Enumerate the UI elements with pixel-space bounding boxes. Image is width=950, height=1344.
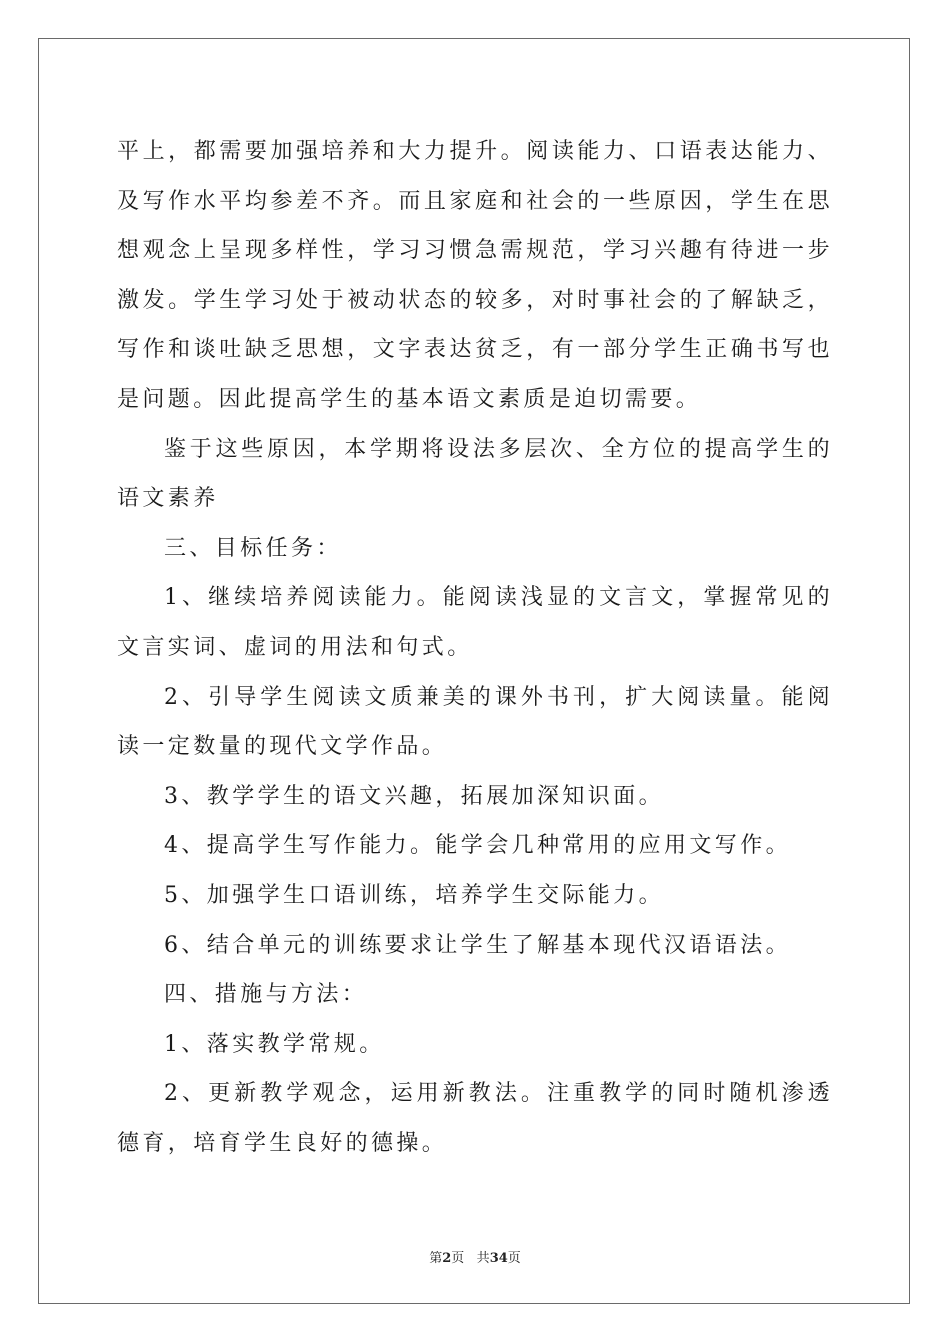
footer-total-prefix: 共: [476, 1251, 490, 1266]
section-heading-3: 三、目标任务：: [164, 535, 342, 561]
list-item-goal-2: 2、引导学生阅读文质兼美的课外书刊，扩大阅读量。能阅读一定数量的现代文学作品。: [117, 684, 833, 760]
footer-prefix: 第: [429, 1251, 443, 1266]
list-item-goal-4: 4、提高学生写作能力。能学会几种常用的应用文写作。: [164, 833, 791, 859]
section-heading-4: 四、措施与方法：: [164, 982, 368, 1008]
footer-total-suffix: 页: [507, 1251, 521, 1266]
footer-page-suffix: 页: [451, 1251, 465, 1266]
list-item-goal-5: 5、加强学生口语训练，培养学生交际能力。: [164, 882, 664, 908]
paragraph-1: 平上，都需要加强培养和大力提升。阅读能力、口语表达能力、及写作水平均参差不齐。而且家庭和社会的一些原因，学生在思想观念上呈现多样性，学习习惯急需规范，学习兴趣有待进一步激发。学生学习处于被动状态的较多，对时事社会的了解缺乏，写作和谈吐缺乏思想，文字表达贫乏，有一部分学生正确书写也是问题。因此提高学生的基本语文素质是迫切需要。: [117, 139, 833, 412]
paragraph-2: 鉴于这些原因，本学期将设法多层次、全方位的提高学生的语文素养: [117, 436, 833, 512]
list-item-goal-3: 3、教学学生的语文兴趣，拓展加深知识面。: [164, 783, 664, 809]
list-item-goal-6: 6、结合单元的训练要求让学生了解基本现代汉语语法。: [164, 932, 791, 958]
list-item-goal-1: 1、继续培养阅读能力。能阅读浅显的文言文，掌握常见的文言实词、虚词的用法和句式。: [117, 585, 833, 660]
list-item-method-2: 2、更新教学观念，运用新教法。注重教学的同时随机渗透德育，培育学生良好的德操。: [117, 1081, 833, 1156]
document-body: [117, 127, 833, 1168]
page-footer: [0, 1247, 950, 1266]
footer-page-number: 2: [442, 1251, 452, 1266]
footer-total-pages: 34: [489, 1251, 508, 1266]
list-item-method-1: 1、落实教学常规。: [164, 1031, 385, 1057]
